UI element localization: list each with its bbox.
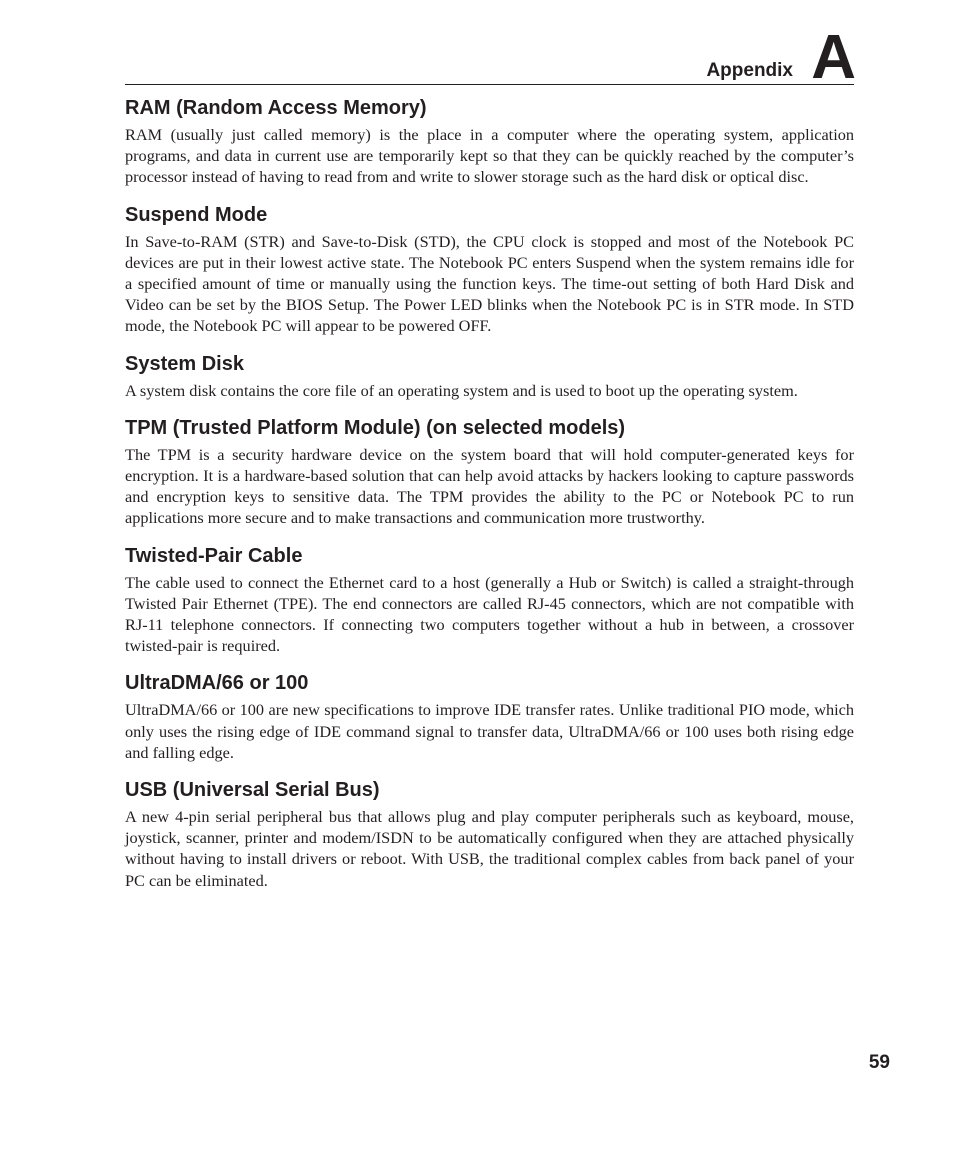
section-body: A new 4-pin serial peripheral bus that allows plug and play computer peripherals such as keyboard, mouse, joystick, scanner, printer and modem/ISDN to be automatically configured when they are attached physically without having to install drivers or reboot. With USB, the traditional complex cables from back panel of your PC can be eliminated. [125, 807, 854, 890]
section-twisted-pair-cable [125, 543, 854, 657]
section-title: UltraDMA/66 or 100 [125, 672, 309, 695]
section-body: The TPM is a security hardware device on the system board that will hold computer-generated keys for encryption. It is a hardware-based solution that can help avoid attacks by hackers looking to capture passwords and encryption keys to sensitive data. The TPM provides the ability to the PC or Notebook PC to run applications more secure and to make transactions and communication more trustworthy. [125, 444, 854, 528]
header-appendix-label: Appendix [706, 60, 793, 81]
section-title: System Disk [125, 352, 244, 375]
section-system-disk [125, 351, 854, 401]
header-appendix-letter: A [811, 23, 856, 92]
section-body: RAM (usually just called memory) is the place in a computer where the operating system, application programs, and data in current use are temporarily kept so that they can be quickly reached by the computer’s processor instead of having to read from and write to slower storage such as the hard disk or optical disc. [125, 125, 854, 187]
section-title: Twisted-Pair Cable [125, 544, 303, 567]
section-title: USB (Universal Serial Bus) [125, 779, 380, 802]
page-content [125, 95, 854, 905]
page-header [125, 23, 856, 92]
section-tpm [125, 415, 854, 529]
section-ram [125, 95, 854, 188]
section-body: UltraDMA/66 or 100 are new specifications to improve IDE transfer rates. Unlike traditional PIO mode, which only uses the rising edge of IDE command signal to transfer data, UltraDMA/66 or 100 uses both rising edge and falling edge. [125, 700, 854, 762]
section-title: RAM (Random Access Memory) [125, 97, 427, 119]
section-ultradma [125, 670, 854, 763]
section-body: A system disk contains the core file of an operating system and is used to boot up the operating system. [125, 380, 798, 400]
page-number: 59 [868, 1052, 890, 1073]
section-usb [125, 777, 854, 891]
section-title: TPM (Trusted Platform Module) (on selected models) [125, 416, 626, 439]
section-suspend-mode [125, 202, 854, 337]
section-body: The cable used to connect the Ethernet card to a host (generally a Hub or Switch) is called a straight-through Twisted Pair Ethernet (TPE). The end connectors are called RJ-45 connectors, which are not compatible with RJ-11 telephone connectors. If connecting two computers together without a hub in between, a crossover twisted-pair is required. [125, 572, 854, 656]
section-body: In Save-to-RAM (STR) and Save-to-Disk (STD), the CPU clock is stopped and most of the Notebook PC devices are put in their lowest active state. The Notebook PC enters Suspend when the system remains idle for a specified amount of time or manually using the function keys. The time-out setting of both Hard Disk and Video can be set by the BIOS Setup. The Power LED blinks when the Notebook PC is in STR mode. In STD mode, the Notebook PC will appear to be powered OFF. [125, 231, 854, 336]
section-title: Suspend Mode [125, 203, 268, 226]
